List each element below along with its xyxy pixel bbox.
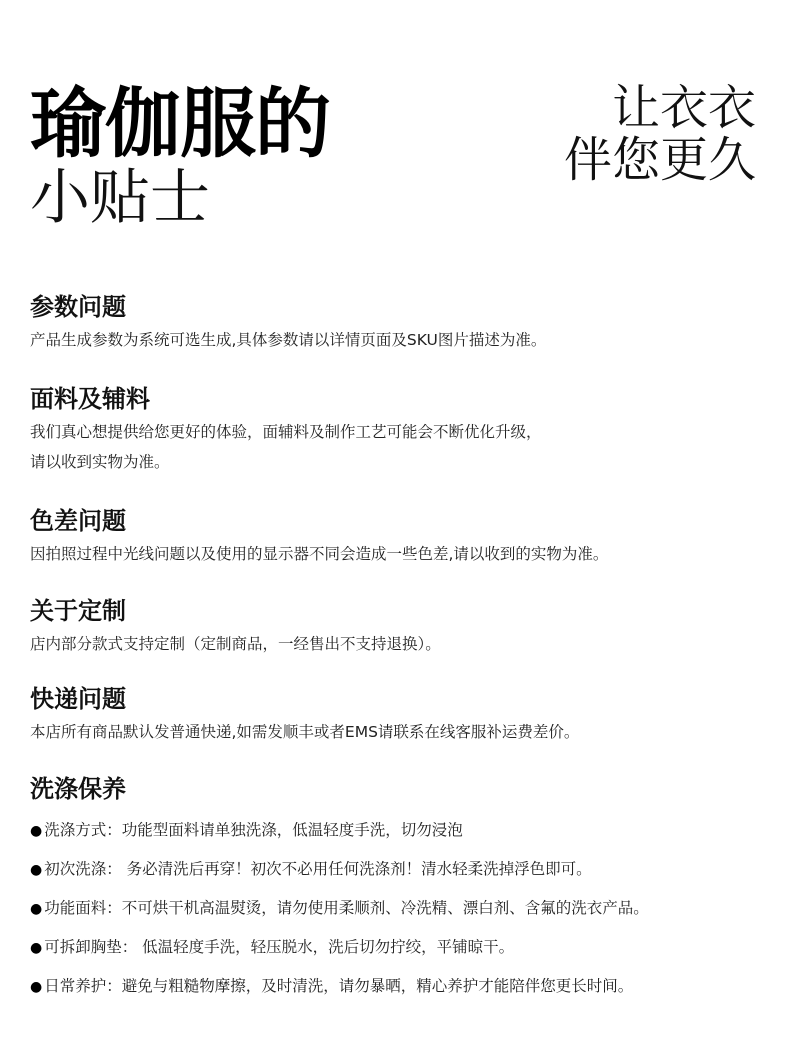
bullet-icon: ● — [30, 823, 43, 839]
section-heading: 快递问题 — [30, 685, 126, 713]
page-subtitle: 小贴士 — [30, 163, 210, 233]
slogan — [564, 82, 756, 186]
section-heading: 关于定制 — [30, 597, 126, 625]
section-heading: 参数问题 — [30, 293, 126, 321]
care-item — [30, 889, 770, 928]
care-item-text: 可拆卸胸垫： 低温轻度手洗，轻压脱水，洗后切勿拧绞，平铺晾干。 — [44, 938, 515, 956]
section-heading: 面料及辅料 — [30, 385, 150, 413]
section-text: 请以收到实物为准。 — [30, 453, 170, 471]
section-parameters — [30, 289, 770, 381]
section-shipping — [30, 681, 770, 771]
section-text: 因拍照过程中光线问题以及使用的显示器不同会造成一些色差,请以收到的实物为准。 — [30, 545, 609, 563]
care-list — [30, 811, 770, 1006]
page-title: 瑜伽服的 — [30, 79, 330, 168]
section-heading: 色差问题 — [30, 507, 126, 535]
bullet-icon: ● — [30, 862, 43, 878]
section-heading: 洗涤保养 — [30, 775, 126, 803]
section-color-difference — [30, 503, 770, 593]
section-text: 本店所有商品默认发普通快递,如需发顺丰或者EMS请联系在线客服补运费差价。 — [30, 723, 580, 741]
slogan-line-1: 让衣衣 — [611, 80, 756, 136]
bullet-icon: ● — [30, 901, 43, 917]
section-fabric — [30, 381, 770, 503]
bullet-icon: ● — [30, 940, 43, 956]
tips-content — [30, 289, 770, 1006]
care-item — [30, 850, 770, 889]
section-care — [30, 771, 770, 1006]
section-text: 我们真心想提供给您更好的体验，面辅料及制作工艺可能会不断优化升级， — [30, 423, 542, 441]
bullet-icon: ● — [30, 979, 43, 995]
care-item — [30, 811, 770, 850]
care-item — [30, 928, 770, 967]
care-item-text: 洗涤方式：功能型面料请单独洗涤，低温轻度手洗，切勿浸泡 — [44, 821, 463, 839]
slogan-line-2: 伴您更久 — [563, 132, 756, 188]
section-text: 产品生成参数为系统可选生成,具体参数请以详情页面及SKU图片描述为准。 — [30, 331, 547, 349]
section-text: 店内部分款式支持定制（定制商品，一经售出不支持退换）。 — [30, 635, 441, 653]
care-item — [30, 967, 770, 1006]
care-item-text: 日常养护：避免与粗糙物摩擦，及时清洗，请勿暴晒，精心养护才能陪伴您更长时间。 — [44, 977, 634, 995]
section-customization — [30, 593, 770, 681]
care-item-text: 功能面料：不可烘干机高温熨烫，请勿使用柔顺剂、冷洗精、漂白剂、含氟的洗衣产品。 — [44, 899, 649, 917]
care-item-text: 初次洗涤： 务必清洗后再穿！初次不必用任何洗涤剂！清水轻柔洗掉浮色即可。 — [44, 860, 592, 878]
